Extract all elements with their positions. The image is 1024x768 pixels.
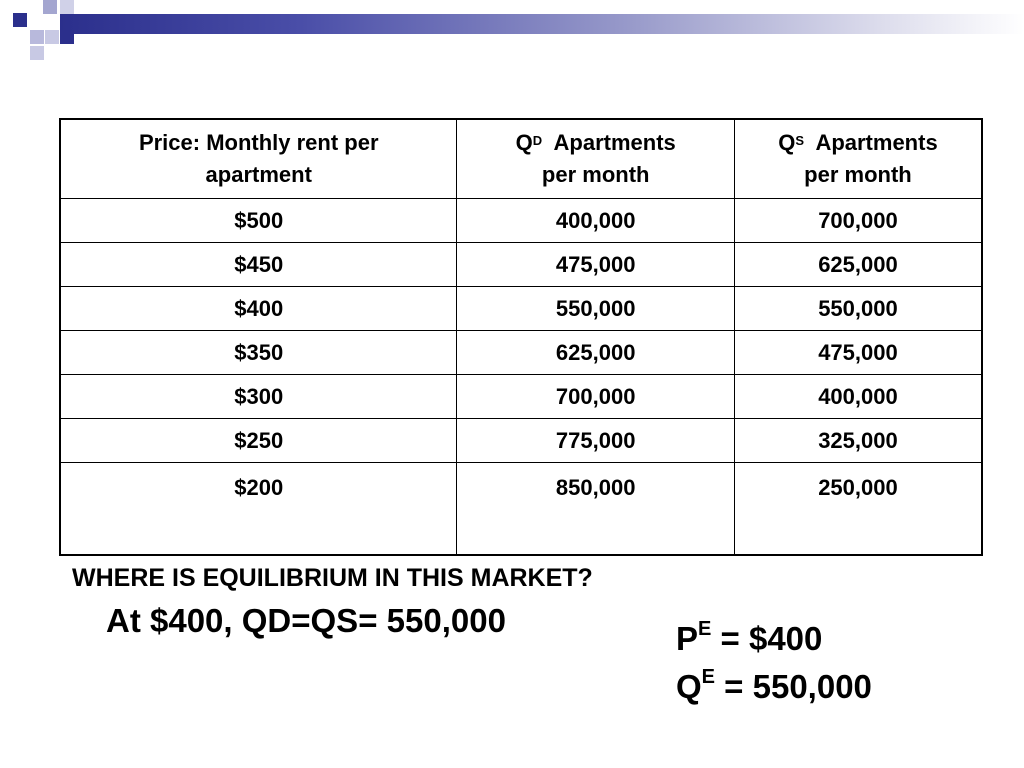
- header-price: [60, 119, 457, 199]
- header-qd-rest: Apartments: [553, 130, 676, 155]
- qd-cell: 475,000: [457, 243, 734, 287]
- price-cell: $400: [60, 287, 457, 331]
- table-row: [60, 419, 982, 463]
- header-qs-letter: Q: [778, 130, 796, 155]
- table-row: [60, 375, 982, 419]
- qs-cell: 250,000: [734, 463, 982, 556]
- price-letter: P: [676, 620, 699, 657]
- header-square: [45, 30, 59, 44]
- table-row: [60, 199, 982, 243]
- header-quantity-supplied: [734, 119, 982, 199]
- qs-cell: 325,000: [734, 419, 982, 463]
- qd-cell: 700,000: [457, 375, 734, 419]
- table-row: [60, 287, 982, 331]
- qd-cell: 625,000: [457, 331, 734, 375]
- qd-cell: 550,000: [457, 287, 734, 331]
- header-price-line1: Price: Monthly rent per: [138, 130, 379, 155]
- price-cell: $250: [60, 419, 457, 463]
- table-header-row: [60, 119, 982, 199]
- qs-cell: 700,000: [734, 199, 982, 243]
- price-cell: $500: [60, 199, 457, 243]
- header-square: [30, 30, 44, 44]
- header-square: [60, 0, 74, 14]
- table-row: [60, 463, 982, 556]
- quantity-sup: E: [701, 666, 716, 688]
- supply-demand-table: [59, 118, 983, 556]
- qs-cell: 550,000: [734, 287, 982, 331]
- equilibrium-quantity: [676, 668, 872, 706]
- answer-text: At $400, QD=QS= 550,000: [106, 602, 506, 639]
- header-square: [30, 46, 44, 60]
- qd-cell: 400,000: [457, 199, 734, 243]
- equilibrium-price: [676, 620, 822, 658]
- price-cell: $300: [60, 375, 457, 419]
- qd-cell: 775,000: [457, 419, 734, 463]
- qs-cell: 400,000: [734, 375, 982, 419]
- header-square: [43, 0, 57, 14]
- question-text: WHERE IS EQUILIBRIUM IN THIS MARKET?: [72, 564, 593, 592]
- quantity-letter: Q: [676, 668, 702, 705]
- header-quantity-demanded: [457, 119, 734, 199]
- header-square: [60, 30, 74, 44]
- price-sup: E: [698, 618, 712, 640]
- header-qd-line2: per month: [541, 162, 650, 187]
- header-qd-sup: D: [532, 133, 543, 148]
- quantity-value: = 550,000: [715, 668, 872, 705]
- header-price-line2: apartment: [205, 162, 312, 187]
- header-qd-letter: Q: [515, 130, 533, 155]
- price-cell: $450: [60, 243, 457, 287]
- table-row: [60, 243, 982, 287]
- header-square: [13, 13, 27, 27]
- price-cell: $350: [60, 331, 457, 375]
- qs-cell: 625,000: [734, 243, 982, 287]
- header-qs-line2: per month: [804, 162, 912, 187]
- qs-cell: 475,000: [734, 331, 982, 375]
- table-row: [60, 331, 982, 375]
- header-qs-rest: Apartments: [815, 130, 938, 155]
- header-gradient-bar: [60, 14, 1024, 34]
- price-cell: $200: [60, 463, 457, 556]
- price-value: = $400: [711, 620, 823, 657]
- header-qs-sup: S: [795, 133, 805, 148]
- qd-cell: 850,000: [457, 463, 734, 556]
